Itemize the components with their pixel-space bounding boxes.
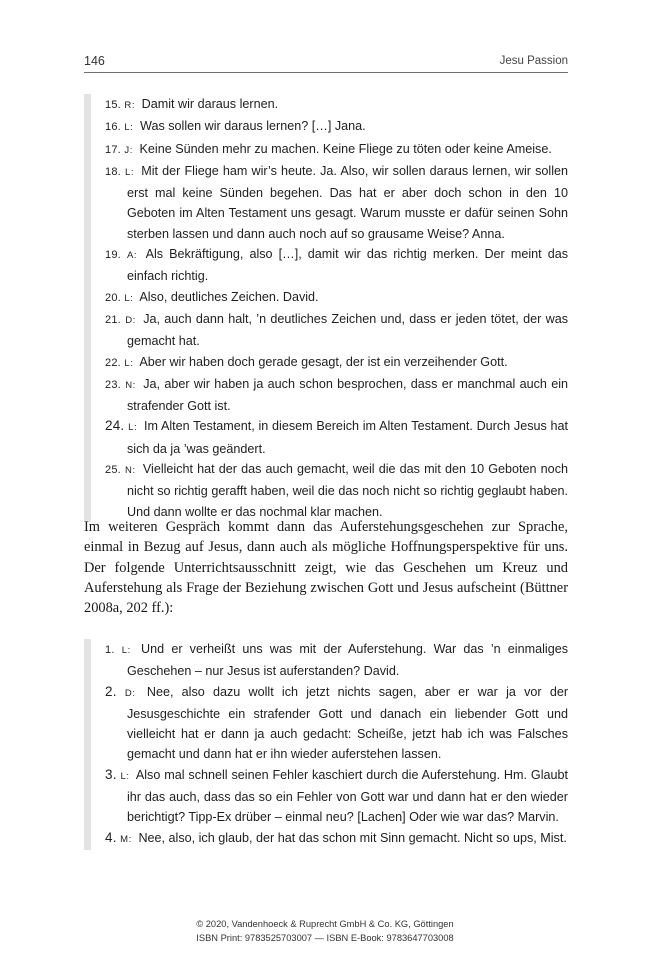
footer-copyright-line: © 2020, Vandenhoeck & Ruprecht GmbH & Co. KG, Göttingen <box>196 919 454 929</box>
turn-text: Also mal schnell seinen Fehler kaschiert durch die Auferstehung. Hm. Glaubt ihr das auch, dass das so ein Fehler von Gott war und dann hat er den wieder berichtigt? Tipp-Ex drüber – einmal neu? [Lachen] Oder wie war das? Marvin. <box>127 767 568 825</box>
speaker-label: L: <box>128 422 138 434</box>
transcript-turn <box>105 765 568 828</box>
running-title: Jesu Passion <box>499 55 568 67</box>
speaker-label: D: <box>125 314 136 326</box>
turn-text: Mit der Fliege ham wir’s heute. Ja. Also, wir sollen daraus lernen, wir sollen erst mal keine Sünden begehen. Das hat er aber doch schon in den 10 Geboten im Alten Testament uns gesagt. Warum musste er dafür seinen Sohn sterben lassen und dann auch noch auf so grausame Weise? Anna. <box>127 163 568 241</box>
turn-text: Vielleicht hat der das auch gemacht, weil die das mit den 10 Geboten noch nicht so richtig gerafft haben, weil die das noch nicht so richtig geglaubt haben. Und dann wollte er das nochmal klar machen. <box>127 462 568 519</box>
copyright-footer <box>0 917 650 945</box>
turn-text: Als Bekräftigung, also […], damit wir das richtig merken. Der meint das einfach richtig. <box>127 247 569 284</box>
transcript-turn <box>105 459 568 522</box>
turn-number: 19. <box>105 249 121 262</box>
turn-number: 16. <box>105 121 121 134</box>
turn-text: Damit wir daraus lernen. <box>141 97 279 111</box>
turn-text: Im Alten Testament, in diesem Bereich im Alten Testament. Durch Jesus hat sich da ja ’was geändert. <box>127 419 569 456</box>
speaker-label: L: <box>124 292 134 304</box>
turn-number: 20. <box>105 291 121 304</box>
turn-text: Also, deutliches Zeichen. David. <box>139 289 319 304</box>
transcript-turn <box>105 116 568 138</box>
turn-text: Nee, also dazu wollt ich jetzt nichts sagen, aber er war ja vor der Jesusgeschichte ein strafender Gott und danach ein liebender Gott und vielleicht hat er dann ja auch gedacht: Scheiße, jetzt hab ich was Falsches gemacht und dann hat er ihn wieder auferstehen lassen. <box>127 684 569 762</box>
speaker-label: J: <box>124 144 133 156</box>
page-number: 146 <box>84 54 105 68</box>
transcript-block-1 <box>84 94 568 522</box>
running-header <box>84 52 568 73</box>
speaker-label: L: <box>124 122 134 134</box>
transcript-turn <box>105 416 568 459</box>
speaker-label: R: <box>124 100 136 111</box>
transcript-turn <box>105 161 568 244</box>
turn-number: 15. <box>105 99 121 111</box>
speaker-label: L: <box>120 770 130 782</box>
speaker-label: L: <box>124 357 134 369</box>
turn-text: Aber wir haben doch gerade gesagt, der ist ein verzeihender Gott. <box>139 354 508 369</box>
transcript-block-2 <box>84 639 568 850</box>
footer-isbn-line: ISBN Print: 9783525703007 — ISBN E-Book: 9783647703008 <box>196 933 454 943</box>
transcript-turn <box>105 682 568 765</box>
transcript-turn <box>105 139 568 161</box>
turn-number: 23. <box>105 378 121 391</box>
turn-number: 22. <box>105 356 121 369</box>
speaker-label: D: <box>124 687 136 699</box>
turn-number: 2. <box>105 683 117 699</box>
transcript-turn <box>105 352 568 374</box>
turn-text: Ja, aber wir haben ja auch schon besprochen, dass er manchmal auch ein strafender Gott ist. <box>127 376 569 414</box>
transcript-turn <box>105 94 568 116</box>
turn-number: 1. <box>105 644 115 656</box>
transcript-turn <box>105 639 568 682</box>
speaker-label: N: <box>125 465 136 477</box>
speaker-label: L: <box>121 645 131 656</box>
turn-number: 21. <box>105 313 121 326</box>
turn-text: Nee, also, ich glaub, der hat das schon mit Sinn gemacht. Nicht so ups, Mist. <box>138 830 567 845</box>
transcript-turn <box>105 828 568 850</box>
speaker-label: M: <box>120 833 132 845</box>
turn-number: 17. <box>105 143 121 156</box>
speaker-label: L: <box>125 166 135 178</box>
turn-text: Ja, auch dann halt, ’n deutliches Zeichen und, dass er jeden tötet, der was gemacht hat. <box>127 311 568 349</box>
transcript-turn <box>105 309 568 352</box>
body-paragraph: Im weiteren Gespräch kommt dann das Auferstehungsgeschehen zur Sprache, einmal in Bezug auf Jesus, dann auch als mögliche Hoffnungsperspektive für uns. Der folgende Unterrichtsausschnitt zeigt, wie das Geschehen um Kreuz und Auferstehung als Frage der Beziehung zwischen Gott und Jesus aufscheint (Büttner 2008a, 202 ff.): <box>84 519 568 617</box>
turn-number: 25. <box>105 464 121 477</box>
turn-text: Keine Sünden mehr zu machen. Keine Fliege zu töten oder keine Ameise. <box>139 141 552 156</box>
turn-text: Was sollen wir daraus lernen? […] Jana. <box>140 119 366 134</box>
transcript-turn <box>105 287 568 309</box>
turn-text: Und er verheißt uns was mit der Auferstehung. War das ’n einmaliges Geschehen – nur Jesus ist auferstanden? David. <box>127 642 569 679</box>
turn-number: 18. <box>105 165 121 178</box>
transcript-turn <box>105 244 568 287</box>
speaker-label: A: <box>127 250 138 262</box>
turn-number: 24. <box>105 418 125 434</box>
speaker-label: N: <box>125 379 136 391</box>
turn-number: 3. <box>105 766 117 782</box>
transcript-turn <box>105 374 568 417</box>
turn-number: 4. <box>105 829 117 845</box>
